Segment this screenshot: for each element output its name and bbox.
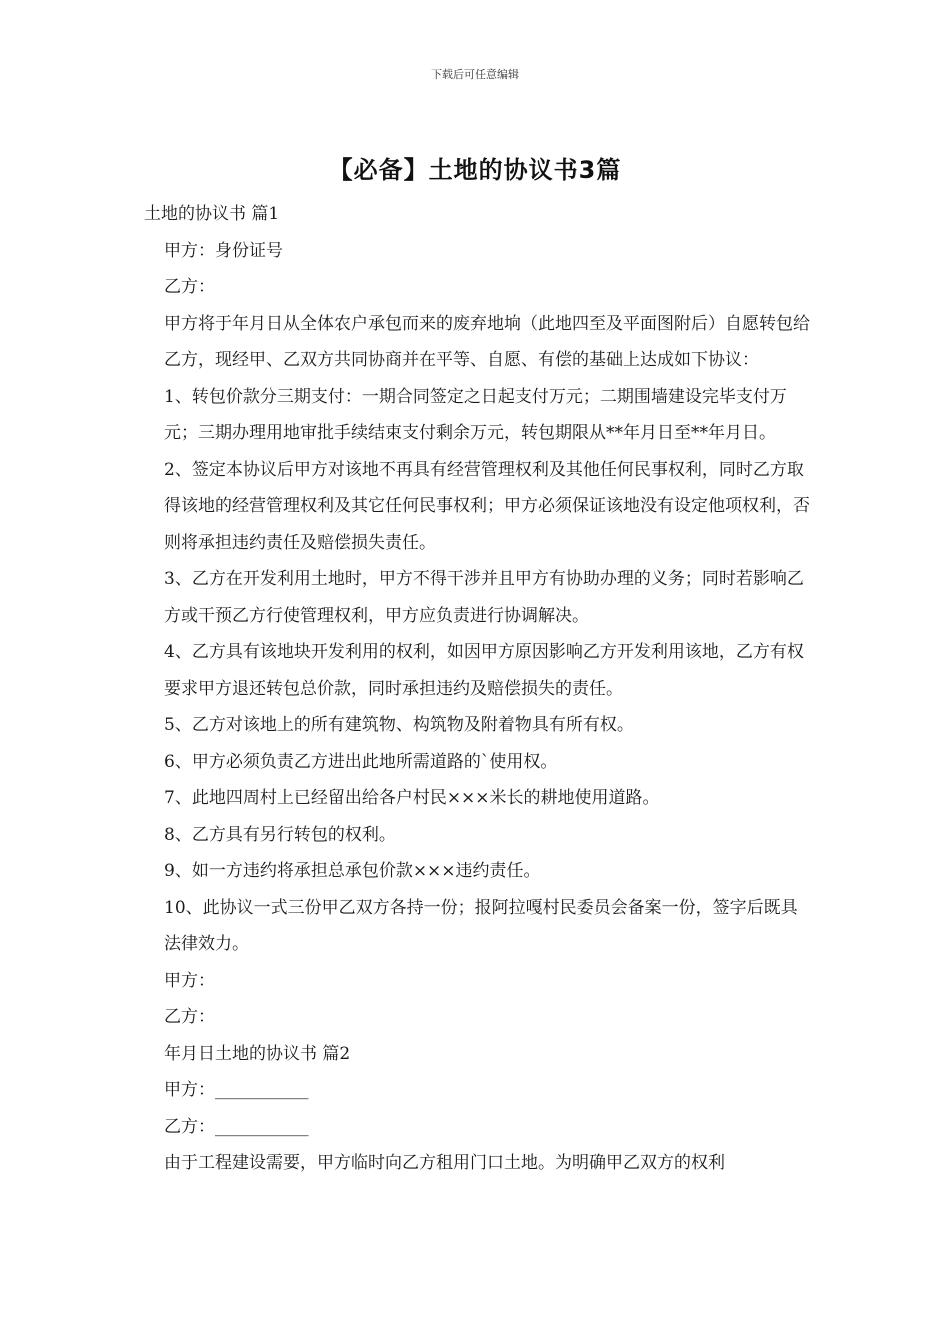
clause-5: 5、乙方对该地上的所有建筑物、构筑物及附着物具有所有权。 [164, 715, 634, 735]
clause-1: 1、转包价款分三期支付：一期合同签定之日起支付万元；二期围墙建设完毕支付万元；三期办理用地审批手续结束支付剩余万元，转包期限从**年月日至**年月日。 [164, 386, 787, 443]
party-a-blank-line: 甲方：___________ [164, 1080, 309, 1100]
header-note: 下载后可任意编辑 [431, 68, 519, 81]
agreement-2-intro: 由于工程建设需要，甲方临时向乙方租用门口土地。为明确甲乙双方的权利 [164, 1153, 725, 1173]
signature-party-a: 甲方： [164, 970, 215, 991]
party-b-line: 乙方： [164, 277, 215, 297]
clause-3: 3、乙方在开发利用土地时，甲方不得干涉并且甲方有协助办理的义务；同时若影响乙方或干预乙方行使管理权利，甲方应负责进行协调解决。 [164, 569, 804, 626]
party-a-line: 甲方：身份证号 [164, 240, 283, 261]
clause-9: 9、如一方违约将承担总承包价款×××违约责任。 [164, 861, 541, 881]
document-title: 【必备】土地的协议书3篇 [328, 156, 622, 184]
intro-paragraph: 甲方将于年月日从全体农户承包而来的废弃地垧（此地四至及平面图附后）自愿转包给乙方，现经甲、乙双方共同协商并在平等、自愿、有偿的基础上达成如下协议： [164, 313, 810, 370]
party-b-blank-line: 乙方：___________ [164, 1116, 309, 1137]
clause-10: 10、此协议一式三份甲乙双方各持一份；报阿拉嘎村民委员会备案一份，签字后既具法律效力。 [164, 897, 798, 954]
clause-8: 8、乙方具有另行转包的权利。 [164, 824, 396, 845]
section-heading-1: 土地的协议书 篇1 [144, 204, 280, 224]
section-heading-2: 年月日土地的协议书 篇2 [164, 1043, 351, 1064]
document-body [144, 196, 810, 1182]
clause-7: 7、此地四周村上已经留出给各户村民×××米长的耕地使用道路。 [164, 788, 660, 808]
signature-party-b: 乙方： [164, 1007, 215, 1027]
clause-2: 2、签定本协议后甲方对该地不再具有经营管理权利及其他任何民事权利，同时乙方取得该地的经营管理权利及其它任何民事权利；甲方必须保证该地没有设定他项权利，否则将承担违约责任及赔偿损失责任。 [164, 459, 810, 553]
clause-6: 6、甲方必须负责乙方进出此地所需道路的`使用权。 [164, 751, 558, 772]
clause-4: 4、乙方具有该地块开发利用的权利，如因甲方原因影响乙方开发利用该地，乙方有权要求甲方退还转包总价款，同时承担违约及赔偿损失的责任。 [164, 642, 804, 699]
